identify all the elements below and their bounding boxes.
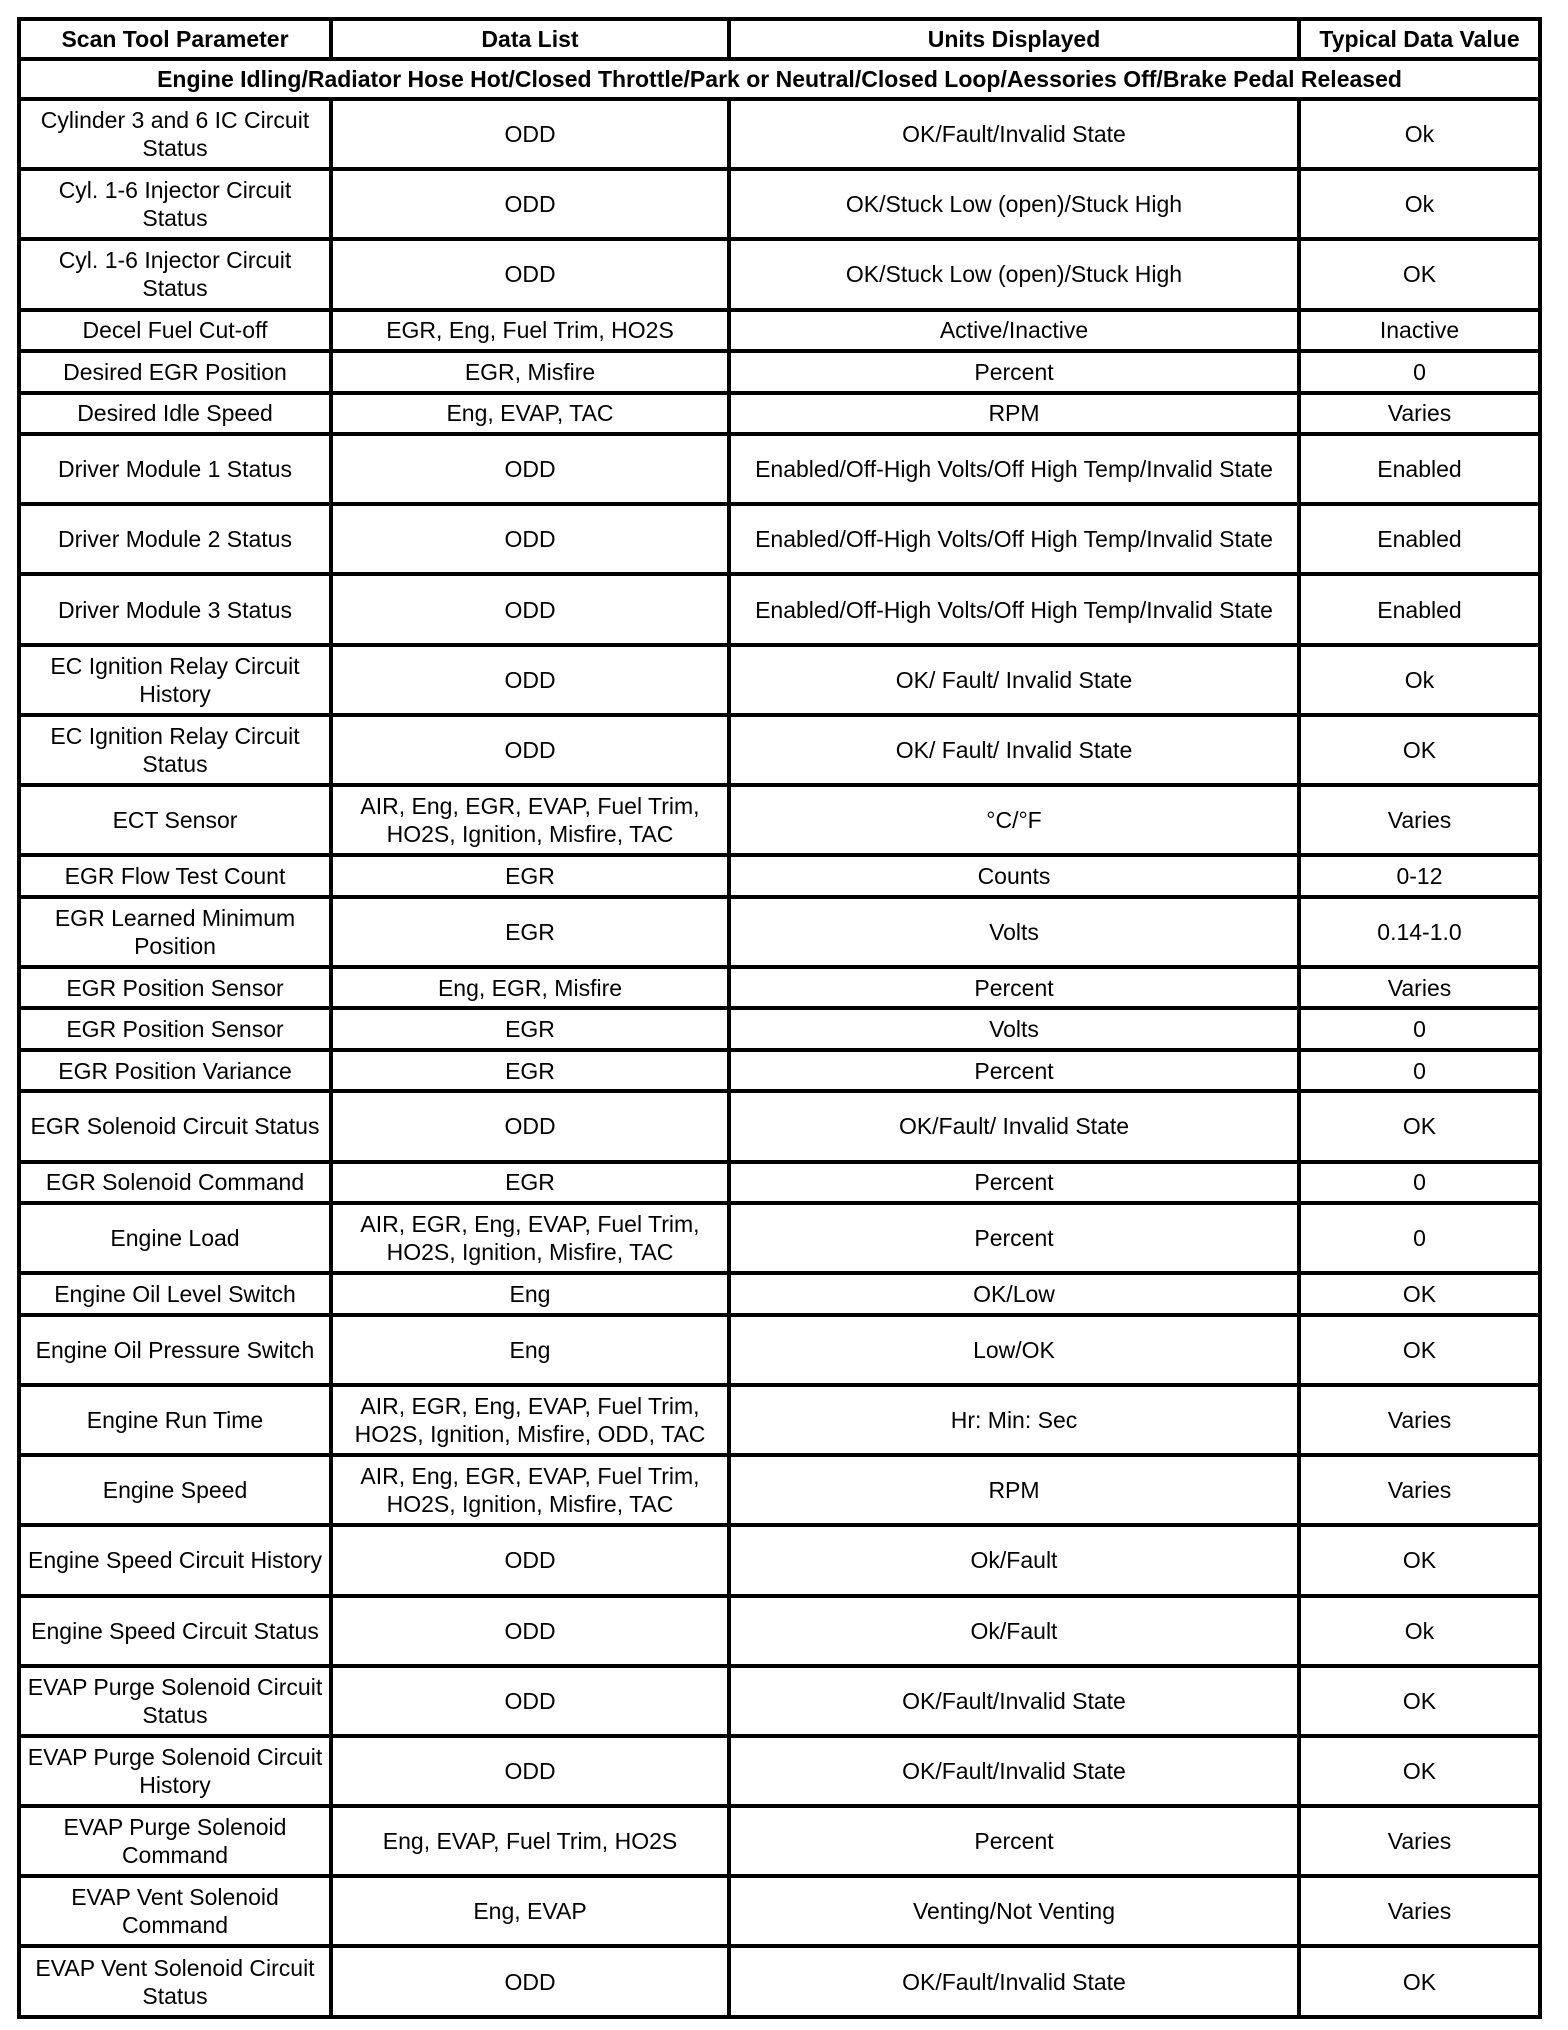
cell-units-displayed: Percent xyxy=(729,1162,1299,1204)
table-row xyxy=(19,239,1540,309)
cell-typical-data-value: OK xyxy=(1299,1736,1540,1806)
cell-data-list: Eng, EVAP xyxy=(331,1876,729,1946)
cell-units-displayed: OK/Fault/Invalid State xyxy=(729,1946,1299,2016)
table-row xyxy=(19,1203,1540,1273)
cell-data-list: Eng, EGR, Misfire xyxy=(331,967,729,1009)
cell-scan-tool-parameter: EGR Position Variance xyxy=(19,1050,331,1092)
cell-units-displayed: Percent xyxy=(729,1203,1299,1273)
operating-condition-row xyxy=(19,59,1540,99)
cell-units-displayed: OK/Low xyxy=(729,1273,1299,1315)
cell-data-list: EGR xyxy=(331,1162,729,1204)
cell-scan-tool-parameter: EGR Position Sensor xyxy=(19,967,331,1009)
cell-typical-data-value: Varies xyxy=(1299,1385,1540,1455)
table-row xyxy=(19,1736,1540,1806)
cell-typical-data-value: Enabled xyxy=(1299,504,1540,574)
cell-typical-data-value: 0 xyxy=(1299,1050,1540,1092)
cell-typical-data-value: Varies xyxy=(1299,1806,1540,1876)
cell-typical-data-value: OK xyxy=(1299,239,1540,309)
cell-typical-data-value: Inactive xyxy=(1299,310,1540,352)
cell-data-list: AIR, EGR, Eng, EVAP, Fuel Trim, HO2S, Ignition, Misfire, ODD, TAC xyxy=(331,1385,729,1455)
table-row xyxy=(19,1946,1540,2016)
cell-units-displayed: Volts xyxy=(729,1008,1299,1050)
cell-data-list: Eng, EVAP, Fuel Trim, HO2S xyxy=(331,1806,729,1876)
table-row xyxy=(19,1385,1540,1455)
cell-typical-data-value: Enabled xyxy=(1299,434,1540,504)
cell-scan-tool-parameter: EGR Solenoid Circuit Status xyxy=(19,1091,331,1161)
cell-data-list: AIR, Eng, EGR, EVAP, Fuel Trim, HO2S, Ignition, Misfire, TAC xyxy=(331,1455,729,1525)
cell-data-list: ODD xyxy=(331,1666,729,1736)
cell-data-list: EGR, Eng, Fuel Trim, HO2S xyxy=(331,310,729,352)
cell-typical-data-value: Varies xyxy=(1299,1455,1540,1525)
cell-scan-tool-parameter: Engine Speed xyxy=(19,1455,331,1525)
cell-data-list: AIR, EGR, Eng, EVAP, Fuel Trim, HO2S, Ignition, Misfire, TAC xyxy=(331,1203,729,1273)
cell-scan-tool-parameter: EVAP Vent Solenoid Command xyxy=(19,1876,331,1946)
table-row xyxy=(19,1162,1540,1204)
cell-scan-tool-parameter: Driver Module 1 Status xyxy=(19,434,331,504)
cell-typical-data-value: OK xyxy=(1299,1273,1540,1315)
cell-typical-data-value: Enabled xyxy=(1299,574,1540,644)
header-data-list: Data List xyxy=(331,19,729,59)
cell-typical-data-value: 0 xyxy=(1299,1203,1540,1273)
cell-data-list: EGR xyxy=(331,855,729,897)
cell-typical-data-value: OK xyxy=(1299,1091,1540,1161)
cell-typical-data-value: 0 xyxy=(1299,1162,1540,1204)
cell-data-list: ODD xyxy=(331,645,729,715)
header-scan-tool-parameter: Scan Tool Parameter xyxy=(19,19,331,59)
cell-units-displayed: OK/Fault/Invalid State xyxy=(729,99,1299,169)
table-row xyxy=(19,310,1540,352)
cell-scan-tool-parameter: Engine Run Time xyxy=(19,1385,331,1455)
cell-typical-data-value: 0-12 xyxy=(1299,855,1540,897)
table-row xyxy=(19,351,1540,393)
table-row xyxy=(19,393,1540,435)
cell-scan-tool-parameter: Driver Module 2 Status xyxy=(19,504,331,574)
cell-units-displayed: OK/Stuck Low (open)/Stuck High xyxy=(729,169,1299,239)
header-units-displayed: Units Displayed xyxy=(729,19,1299,59)
cell-scan-tool-parameter: EGR Position Sensor xyxy=(19,1008,331,1050)
cell-scan-tool-parameter: Cyl. 1-6 Injector Circuit Status xyxy=(19,169,331,239)
table-row xyxy=(19,1455,1540,1525)
cell-typical-data-value: Varies xyxy=(1299,1876,1540,1946)
cell-data-list: ODD xyxy=(331,434,729,504)
cell-units-displayed: OK/Fault/ Invalid State xyxy=(729,1091,1299,1161)
table-row xyxy=(19,1273,1540,1315)
cell-scan-tool-parameter: EGR Solenoid Command xyxy=(19,1162,331,1204)
table-row xyxy=(19,785,1540,855)
cell-scan-tool-parameter: EVAP Purge Solenoid Command xyxy=(19,1806,331,1876)
cell-data-list: Eng xyxy=(331,1315,729,1385)
cell-scan-tool-parameter: Driver Module 3 Status xyxy=(19,574,331,644)
cell-typical-data-value: 0.14-1.0 xyxy=(1299,897,1540,967)
cell-scan-tool-parameter: EVAP Purge Solenoid Circuit Status xyxy=(19,1666,331,1736)
cell-data-list: EGR xyxy=(331,1008,729,1050)
cell-data-list: ODD xyxy=(331,574,729,644)
cell-scan-tool-parameter: Engine Load xyxy=(19,1203,331,1273)
table-row xyxy=(19,1666,1540,1736)
table-row xyxy=(19,99,1540,169)
cell-typical-data-value: Ok xyxy=(1299,645,1540,715)
cell-units-displayed: Active/Inactive xyxy=(729,310,1299,352)
cell-scan-tool-parameter: Desired EGR Position xyxy=(19,351,331,393)
cell-data-list: ODD xyxy=(331,1091,729,1161)
cell-units-displayed: Percent xyxy=(729,1050,1299,1092)
header-row xyxy=(19,19,1540,59)
cell-units-displayed: Enabled/Off-High Volts/Off High Temp/Invalid State xyxy=(729,434,1299,504)
cell-data-list: EGR xyxy=(331,897,729,967)
cell-units-displayed: OK/ Fault/ Invalid State xyxy=(729,645,1299,715)
cell-typical-data-value: 0 xyxy=(1299,1008,1540,1050)
table-row xyxy=(19,1525,1540,1595)
cell-scan-tool-parameter: ECT Sensor xyxy=(19,785,331,855)
cell-scan-tool-parameter: Engine Oil Level Switch xyxy=(19,1273,331,1315)
cell-typical-data-value: Ok xyxy=(1299,169,1540,239)
cell-units-displayed: Ok/Fault xyxy=(729,1525,1299,1595)
cell-scan-tool-parameter: EGR Learned Minimum Position xyxy=(19,897,331,967)
cell-scan-tool-parameter: EVAP Purge Solenoid Circuit History xyxy=(19,1736,331,1806)
table-row xyxy=(19,715,1540,785)
cell-typical-data-value: Varies xyxy=(1299,393,1540,435)
cell-data-list: ODD xyxy=(331,1596,729,1666)
cell-typical-data-value: Ok xyxy=(1299,99,1540,169)
cell-scan-tool-parameter: EGR Flow Test Count xyxy=(19,855,331,897)
cell-units-displayed: Venting/Not Venting xyxy=(729,1876,1299,1946)
table-row xyxy=(19,434,1540,504)
cell-typical-data-value: Ok xyxy=(1299,1596,1540,1666)
cell-data-list: ODD xyxy=(331,1525,729,1595)
table-row xyxy=(19,1596,1540,1666)
cell-scan-tool-parameter: Cyl. 1-6 Injector Circuit Status xyxy=(19,239,331,309)
cell-scan-tool-parameter: EC Ignition Relay Circuit Status xyxy=(19,715,331,785)
table-row xyxy=(19,1876,1540,1946)
cell-data-list: ODD xyxy=(331,504,729,574)
table-row xyxy=(19,1091,1540,1161)
cell-scan-tool-parameter: Cylinder 3 and 6 IC Circuit Status xyxy=(19,99,331,169)
table-row xyxy=(19,574,1540,644)
cell-data-list: ODD xyxy=(331,715,729,785)
cell-units-displayed: OK/Fault/Invalid State xyxy=(729,1736,1299,1806)
cell-typical-data-value: Varies xyxy=(1299,785,1540,855)
cell-typical-data-value: OK xyxy=(1299,1946,1540,2016)
cell-data-list: ODD xyxy=(331,99,729,169)
table-row xyxy=(19,897,1540,967)
cell-units-displayed: Hr: Min: Sec xyxy=(729,1385,1299,1455)
table-row xyxy=(19,504,1540,574)
cell-typical-data-value: Varies xyxy=(1299,967,1540,1009)
operating-condition: Engine Idling/Radiator Hose Hot/Closed Throttle/Park or Neutral/Closed Loop/Aessories Off/Brake Pedal Released xyxy=(19,59,1540,99)
table-body xyxy=(19,59,1540,2017)
cell-units-displayed: Ok/Fault xyxy=(729,1596,1299,1666)
cell-units-displayed: Enabled/Off-High Volts/Off High Temp/Invalid State xyxy=(729,574,1299,644)
table-row xyxy=(19,169,1540,239)
cell-units-displayed: Volts xyxy=(729,897,1299,967)
cell-scan-tool-parameter: Engine Speed Circuit Status xyxy=(19,1596,331,1666)
cell-scan-tool-parameter: Decel Fuel Cut-off xyxy=(19,310,331,352)
cell-units-displayed: Enabled/Off-High Volts/Off High Temp/Invalid State xyxy=(729,504,1299,574)
table-row xyxy=(19,967,1540,1009)
table-row xyxy=(19,1050,1540,1092)
cell-scan-tool-parameter: Engine Speed Circuit History xyxy=(19,1525,331,1595)
cell-scan-tool-parameter: EVAP Vent Solenoid Circuit Status xyxy=(19,1946,331,2016)
cell-data-list: AIR, Eng, EGR, EVAP, Fuel Trim, HO2S, Ignition, Misfire, TAC xyxy=(331,785,729,855)
cell-typical-data-value: OK xyxy=(1299,1525,1540,1595)
cell-units-displayed: RPM xyxy=(729,1455,1299,1525)
cell-units-displayed: OK/Fault/Invalid State xyxy=(729,1666,1299,1736)
table-row xyxy=(19,855,1540,897)
cell-data-list: EGR, Misfire xyxy=(331,351,729,393)
table-row xyxy=(19,645,1540,715)
cell-data-list: ODD xyxy=(331,1946,729,2016)
cell-units-displayed: OK/ Fault/ Invalid State xyxy=(729,715,1299,785)
cell-typical-data-value: 0 xyxy=(1299,351,1540,393)
cell-scan-tool-parameter: Desired Idle Speed xyxy=(19,393,331,435)
cell-units-displayed: OK/Stuck Low (open)/Stuck High xyxy=(729,239,1299,309)
cell-units-displayed: Counts xyxy=(729,855,1299,897)
table-row xyxy=(19,1008,1540,1050)
cell-scan-tool-parameter: EC Ignition Relay Circuit History xyxy=(19,645,331,715)
cell-units-displayed: RPM xyxy=(729,393,1299,435)
cell-scan-tool-parameter: Engine Oil Pressure Switch xyxy=(19,1315,331,1385)
cell-typical-data-value: OK xyxy=(1299,1315,1540,1385)
cell-typical-data-value: OK xyxy=(1299,1666,1540,1736)
scan-tool-data-table xyxy=(17,17,1542,2019)
table-row xyxy=(19,1315,1540,1385)
table-row xyxy=(19,1806,1540,1876)
cell-units-displayed: Percent xyxy=(729,967,1299,1009)
cell-units-displayed: Percent xyxy=(729,1806,1299,1876)
cell-data-list: ODD xyxy=(331,1736,729,1806)
cell-data-list: EGR xyxy=(331,1050,729,1092)
header-typical-data-value: Typical Data Value xyxy=(1299,19,1540,59)
cell-units-displayed: Percent xyxy=(729,351,1299,393)
cell-units-displayed: °C/°F xyxy=(729,785,1299,855)
cell-units-displayed: Low/OK xyxy=(729,1315,1299,1385)
cell-data-list: ODD xyxy=(331,169,729,239)
scan-tool-data-table-sheet xyxy=(17,17,1538,2019)
cell-typical-data-value: OK xyxy=(1299,715,1540,785)
cell-data-list: Eng, EVAP, TAC xyxy=(331,393,729,435)
cell-data-list: Eng xyxy=(331,1273,729,1315)
cell-data-list: ODD xyxy=(331,239,729,309)
